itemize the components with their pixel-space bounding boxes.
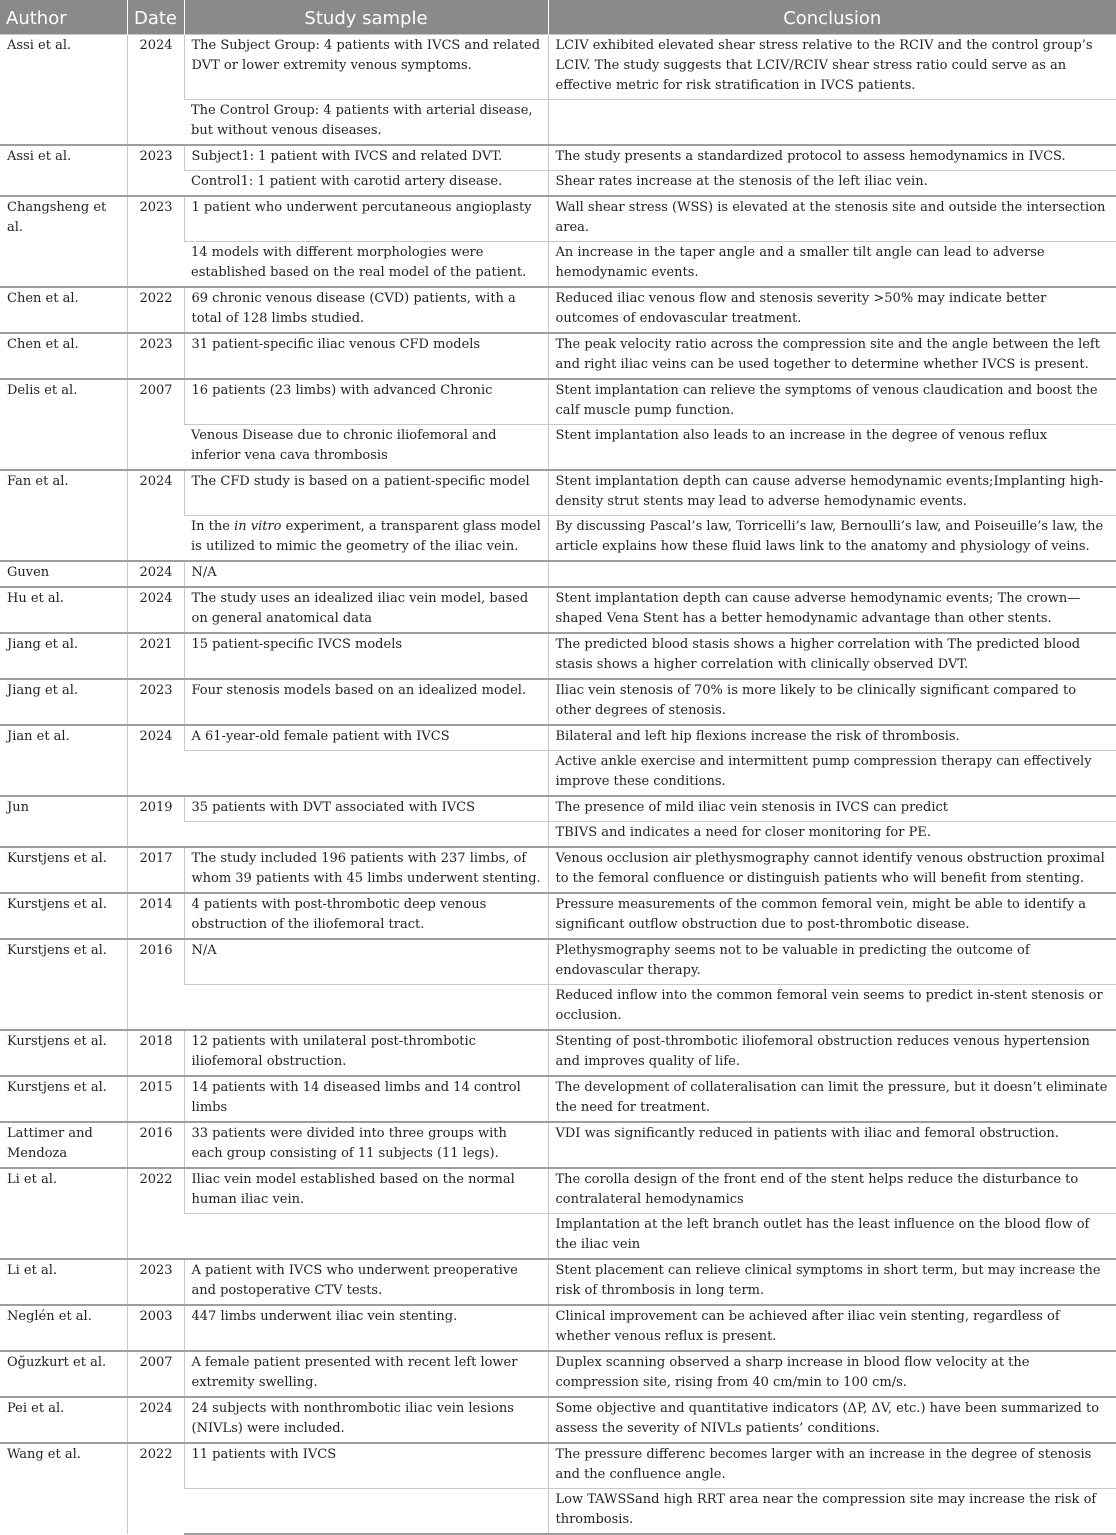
sample-italic-text: in vitro: [234, 519, 282, 534]
study-sample-cell: 4 patients with post-thrombotic deep venous obstruction of the iliofemoral tract.: [184, 893, 548, 939]
study-sample-cell: [184, 516, 548, 562]
table-row: [0, 379, 1116, 425]
conclusion-cell: Some objective and quantitative indicators (ΔP, ΔV, etc.) have been summarized to assess the severity of NIVLs patients’ conditions.: [548, 1397, 1116, 1443]
conclusion-cell: TBIVS and indicates a need for closer monitoring for PE.: [548, 822, 1116, 848]
date-cell: 2023: [127, 196, 184, 287]
table-row: [0, 893, 1116, 939]
study-sample-cell: N/A: [184, 939, 548, 985]
study-sample-cell: The study uses an idealized iliac vein model, based on general anatomical data: [184, 587, 548, 633]
study-sample-cell: [184, 751, 548, 797]
conclusion-cell: The predicted blood stasis shows a higher correlation with The predicted blood stasis shows a higher correlation with clinically observed DVT.: [548, 633, 1116, 679]
table-row: [0, 561, 1116, 587]
date-cell: 2024: [127, 470, 184, 561]
conclusion-cell: Clinical improvement can be achieved after iliac vein stenting, regardless of whether venous reflux is present.: [548, 1305, 1116, 1351]
author-cell: Chen et al.: [0, 333, 127, 379]
table-body: [0, 35, 1116, 1535]
study-sample-cell: Venous Disease due to chronic iliofemoral and inferior vena cava thrombosis: [184, 425, 548, 471]
table-row: [0, 587, 1116, 633]
sample-text: experiment, a transparent glass model is utilized to mimic the geometry of the iliac vein.: [191, 519, 541, 554]
date-cell: 2024: [127, 35, 184, 146]
conclusion-cell: An increase in the taper angle and a smaller tilt angle can lead to adverse hemodynamic events.: [548, 242, 1116, 288]
table-row: [0, 1305, 1116, 1351]
date-cell: 2022: [127, 1168, 184, 1259]
date-cell: 2017: [127, 847, 184, 893]
date-cell: 2015: [127, 1076, 184, 1122]
conclusion-cell: [548, 561, 1116, 587]
table-row: [0, 145, 1116, 171]
conclusion-cell: VDI was significantly reduced in patients with iliac and femoral obstruction.: [548, 1122, 1116, 1168]
author-cell: Kurstjens et al.: [0, 939, 127, 1030]
table-row: [0, 847, 1116, 893]
date-cell: 2023: [127, 145, 184, 196]
sample-text: In the: [191, 519, 235, 534]
table-row: [0, 196, 1116, 242]
study-sample-cell: 69 chronic venous disease (CVD) patients, with a total of 128 limbs studied.: [184, 287, 548, 333]
study-sample-cell: The CFD study is based on a patient-specific model: [184, 470, 548, 516]
date-cell: 2021: [127, 633, 184, 679]
author-cell: Jiang et al.: [0, 633, 127, 679]
table-row: [0, 1443, 1116, 1489]
date-cell: 2016: [127, 1122, 184, 1168]
table-row: [0, 35, 1116, 100]
table-row: [0, 796, 1116, 822]
date-cell: 2019: [127, 796, 184, 847]
conclusion-cell: Stent placement can relieve clinical symptoms in short term, but may increase the risk of thrombosis in long term.: [548, 1259, 1116, 1305]
conclusion-cell: Pressure measurements of the common femoral vein, might be able to identify a significant outflow obstruction due to post-thrombotic disease.: [548, 893, 1116, 939]
conclusion-cell: Stenting of post-thrombotic iliofemoral obstruction reduces venous hypertension and improves quality of life.: [548, 1030, 1116, 1076]
study-sample-cell: [184, 1489, 548, 1535]
author-cell: Jiang et al.: [0, 679, 127, 725]
table-row: [0, 1030, 1116, 1076]
date-cell: 2007: [127, 379, 184, 470]
author-cell: Changsheng et al.: [0, 196, 127, 287]
conclusion-cell: Shear rates increase at the stenosis of the left iliac vein.: [548, 171, 1116, 197]
study-sample-cell: 1 patient who underwent percutaneous angioplasty: [184, 196, 548, 242]
study-sample-cell: 11 patients with IVCS: [184, 1443, 548, 1489]
conclusion-cell: Active ankle exercise and intermittent pump compression therapy can effectively improve these conditions.: [548, 751, 1116, 797]
author-cell: Kurstjens et al.: [0, 1030, 127, 1076]
date-cell: 2023: [127, 679, 184, 725]
conclusion-cell: Stent implantation depth can cause adverse hemodynamic events; The crown—shaped Vena Stent has a better hemodynamic advantage than other stents.: [548, 587, 1116, 633]
table-row: [0, 1168, 1116, 1214]
date-cell: 2023: [127, 333, 184, 379]
study-sample-cell: The Subject Group: 4 patients with IVCS and related DVT or lower extremity venous symptoms.: [184, 35, 548, 100]
conclusion-cell: Iliac vein stenosis of 70% is more likely to be clinically significant compared to other degrees of stenosis.: [548, 679, 1116, 725]
study-sample-cell: [184, 985, 548, 1031]
study-sample-cell: Iliac vein model established based on the normal human iliac vein.: [184, 1168, 548, 1214]
table-row: [0, 1122, 1116, 1168]
study-sample-cell: 33 patients were divided into three groups with each group consisting of 11 subjects (11 legs).: [184, 1122, 548, 1168]
conclusion-cell: [548, 100, 1116, 146]
conclusion-cell: Venous occlusion air plethysmography cannot identify venous obstruction proximal to the femoral confluence or distinguish patients who will benefit from stenting.: [548, 847, 1116, 893]
study-sample-cell: 14 models with different morphologies were established based on the real model of the patient.: [184, 242, 548, 288]
date-cell: 2018: [127, 1030, 184, 1076]
author-cell: Jian et al.: [0, 725, 127, 796]
study-sample-cell: [184, 1214, 548, 1260]
study-sample-cell: 447 limbs underwent iliac vein stenting.: [184, 1305, 548, 1351]
study-sample-cell: A 61-year-old female patient with IVCS: [184, 725, 548, 751]
table-row: [0, 939, 1116, 985]
date-cell: 2024: [127, 587, 184, 633]
study-sample-cell: 12 patients with unilateral post-thrombotic iliofemoral obstruction.: [184, 1030, 548, 1076]
conclusion-cell: Stent implantation also leads to an increase in the degree of venous reflux: [548, 425, 1116, 471]
conclusion-cell: Bilateral and left hip flexions increase the risk of thrombosis.: [548, 725, 1116, 751]
study-sample-cell: The study included 196 patients with 237 limbs, of whom 39 patients with 45 limbs underwent stenting.: [184, 847, 548, 893]
conclusion-cell: Stent implantation depth can cause adverse hemodynamic events;Implanting high-density strut stents may lead to adverse hemodynamic events.: [548, 470, 1116, 516]
date-cell: 2024: [127, 561, 184, 587]
table-row: [0, 1397, 1116, 1443]
author-cell: Pei et al.: [0, 1397, 127, 1443]
conclusion-cell: Wall shear stress (WSS) is elevated at the stenosis site and outside the intersection area.: [548, 196, 1116, 242]
date-cell: 2003: [127, 1305, 184, 1351]
study-sample-cell: Control1: 1 patient with carotid artery disease.: [184, 171, 548, 197]
table-row: [0, 470, 1116, 516]
author-cell: Wang et al.: [0, 1443, 127, 1534]
author-cell: Kurstjens et al.: [0, 1076, 127, 1122]
header-date: Date: [127, 0, 184, 35]
conclusion-cell: The study presents a standardized protocol to assess hemodynamics in IVCS.: [548, 145, 1116, 171]
table-row: [0, 679, 1116, 725]
author-cell: Chen et al.: [0, 287, 127, 333]
author-cell: Li et al.: [0, 1259, 127, 1305]
conclusion-cell: The corolla design of the front end of the stent helps reduce the disturbance to contralateral hemodynamics: [548, 1168, 1116, 1214]
table-row: [0, 725, 1116, 751]
author-cell: Assi et al.: [0, 145, 127, 196]
date-cell: 2022: [127, 1443, 184, 1534]
study-sample-cell: 14 patients with 14 diseased limbs and 14 control limbs: [184, 1076, 548, 1122]
author-cell: Li et al.: [0, 1168, 127, 1259]
study-sample-cell: Four stenosis models based on an idealized model.: [184, 679, 548, 725]
study-sample-cell: A female patient presented with recent left lower extremity swelling.: [184, 1351, 548, 1397]
date-cell: 2007: [127, 1351, 184, 1397]
conclusion-cell: Low TAWSSand high RRT area near the compression site may increase the risk of thrombosis.: [548, 1489, 1116, 1535]
conclusion-cell: Duplex scanning observed a sharp increase in blood flow velocity at the compression site, rising from 40 cm/min to 100 cm/s.: [548, 1351, 1116, 1397]
study-sample-cell: 24 subjects with nonthrombotic iliac vein lesions (NIVLs) were included.: [184, 1397, 548, 1443]
author-cell: Jun: [0, 796, 127, 847]
date-cell: 2024: [127, 725, 184, 796]
header-row: [0, 0, 1116, 35]
table-row: [0, 1076, 1116, 1122]
study-sample-cell: 16 patients (23 limbs) with advanced Chronic: [184, 379, 548, 425]
study-sample-cell: [184, 822, 548, 848]
study-sample-cell: 31 patient-specific iliac venous CFD models: [184, 333, 548, 379]
author-cell: Lattimer and Mendoza: [0, 1122, 127, 1168]
table-row: [0, 1259, 1116, 1305]
author-cell: Oğuzkurt et al.: [0, 1351, 127, 1397]
conclusion-cell: The peak velocity ratio across the compression site and the angle between the left and right iliac veins can be used together to determine whether IVCS is present.: [548, 333, 1116, 379]
study-sample-cell: N/A: [184, 561, 548, 587]
conclusion-cell: Implantation at the left branch outlet has the least influence on the blood flow of the iliac vein: [548, 1214, 1116, 1260]
author-cell: Guven: [0, 561, 127, 587]
conclusion-cell: Plethysmography seems not to be valuable in predicting the outcome of endovascular therapy.: [548, 939, 1116, 985]
conclusion-cell: Reduced iliac venous flow and stenosis severity >50% may indicate better outcomes of endovascular treatment.: [548, 287, 1116, 333]
author-cell: Assi et al.: [0, 35, 127, 146]
date-cell: 2016: [127, 939, 184, 1030]
date-cell: 2024: [127, 1397, 184, 1443]
conclusion-cell: Stent implantation can relieve the symptoms of venous claudication and boost the calf muscle pump function.: [548, 379, 1116, 425]
author-cell: Fan et al.: [0, 470, 127, 561]
author-cell: Kurstjens et al.: [0, 893, 127, 939]
study-sample-cell: 15 patient-specific IVCS models: [184, 633, 548, 679]
header-study-sample: Study sample: [184, 0, 548, 35]
conclusion-cell: The presence of mild iliac vein stenosis in IVCS can predict: [548, 796, 1116, 822]
header-author: Author: [0, 0, 127, 35]
study-sample-cell: The Control Group: 4 patients with arterial disease, but without venous diseases.: [184, 100, 548, 146]
table-row: [0, 1351, 1116, 1397]
author-cell: Hu et al.: [0, 587, 127, 633]
date-cell: 2014: [127, 893, 184, 939]
author-cell: Neglén et al.: [0, 1305, 127, 1351]
study-sample-cell: Subject1: 1 patient with IVCS and related DVT.: [184, 145, 548, 171]
study-sample-cell: 35 patients with DVT associated with IVCS: [184, 796, 548, 822]
conclusion-cell: Reduced inflow into the common femoral vein seems to predict in-stent stenosis or occlusion.: [548, 985, 1116, 1031]
date-cell: 2023: [127, 1259, 184, 1305]
conclusion-cell: The development of collateralisation can limit the pressure, but it doesn’t eliminate the need for treatment.: [548, 1076, 1116, 1122]
table-row: [0, 333, 1116, 379]
study-sample-cell: A patient with IVCS who underwent preoperative and postoperative CTV tests.: [184, 1259, 548, 1305]
conclusion-cell: By discussing Pascal’s law, Torricelli’s law, Bernoulli’s law, and Poiseuille’s law, the article explains how these fluid laws link to the anatomy and physiology of veins.: [548, 516, 1116, 562]
conclusion-cell: LCIV exhibited elevated shear stress relative to the RCIV and the control group’s LCIV. The study suggests that LCIV/RCIV shear stress ratio could serve as an effective metric for risk stratification in IVCS patients.: [548, 35, 1116, 100]
table-row: [0, 287, 1116, 333]
author-cell: Delis et al.: [0, 379, 127, 470]
date-cell: 2022: [127, 287, 184, 333]
table-row: [0, 633, 1116, 679]
author-cell: Kurstjens et al.: [0, 847, 127, 893]
conclusion-cell: The pressure differenc becomes larger with an increase in the degree of stenosis and the confluence angle.: [548, 1443, 1116, 1489]
header-conclusion: Conclusion: [548, 0, 1116, 35]
